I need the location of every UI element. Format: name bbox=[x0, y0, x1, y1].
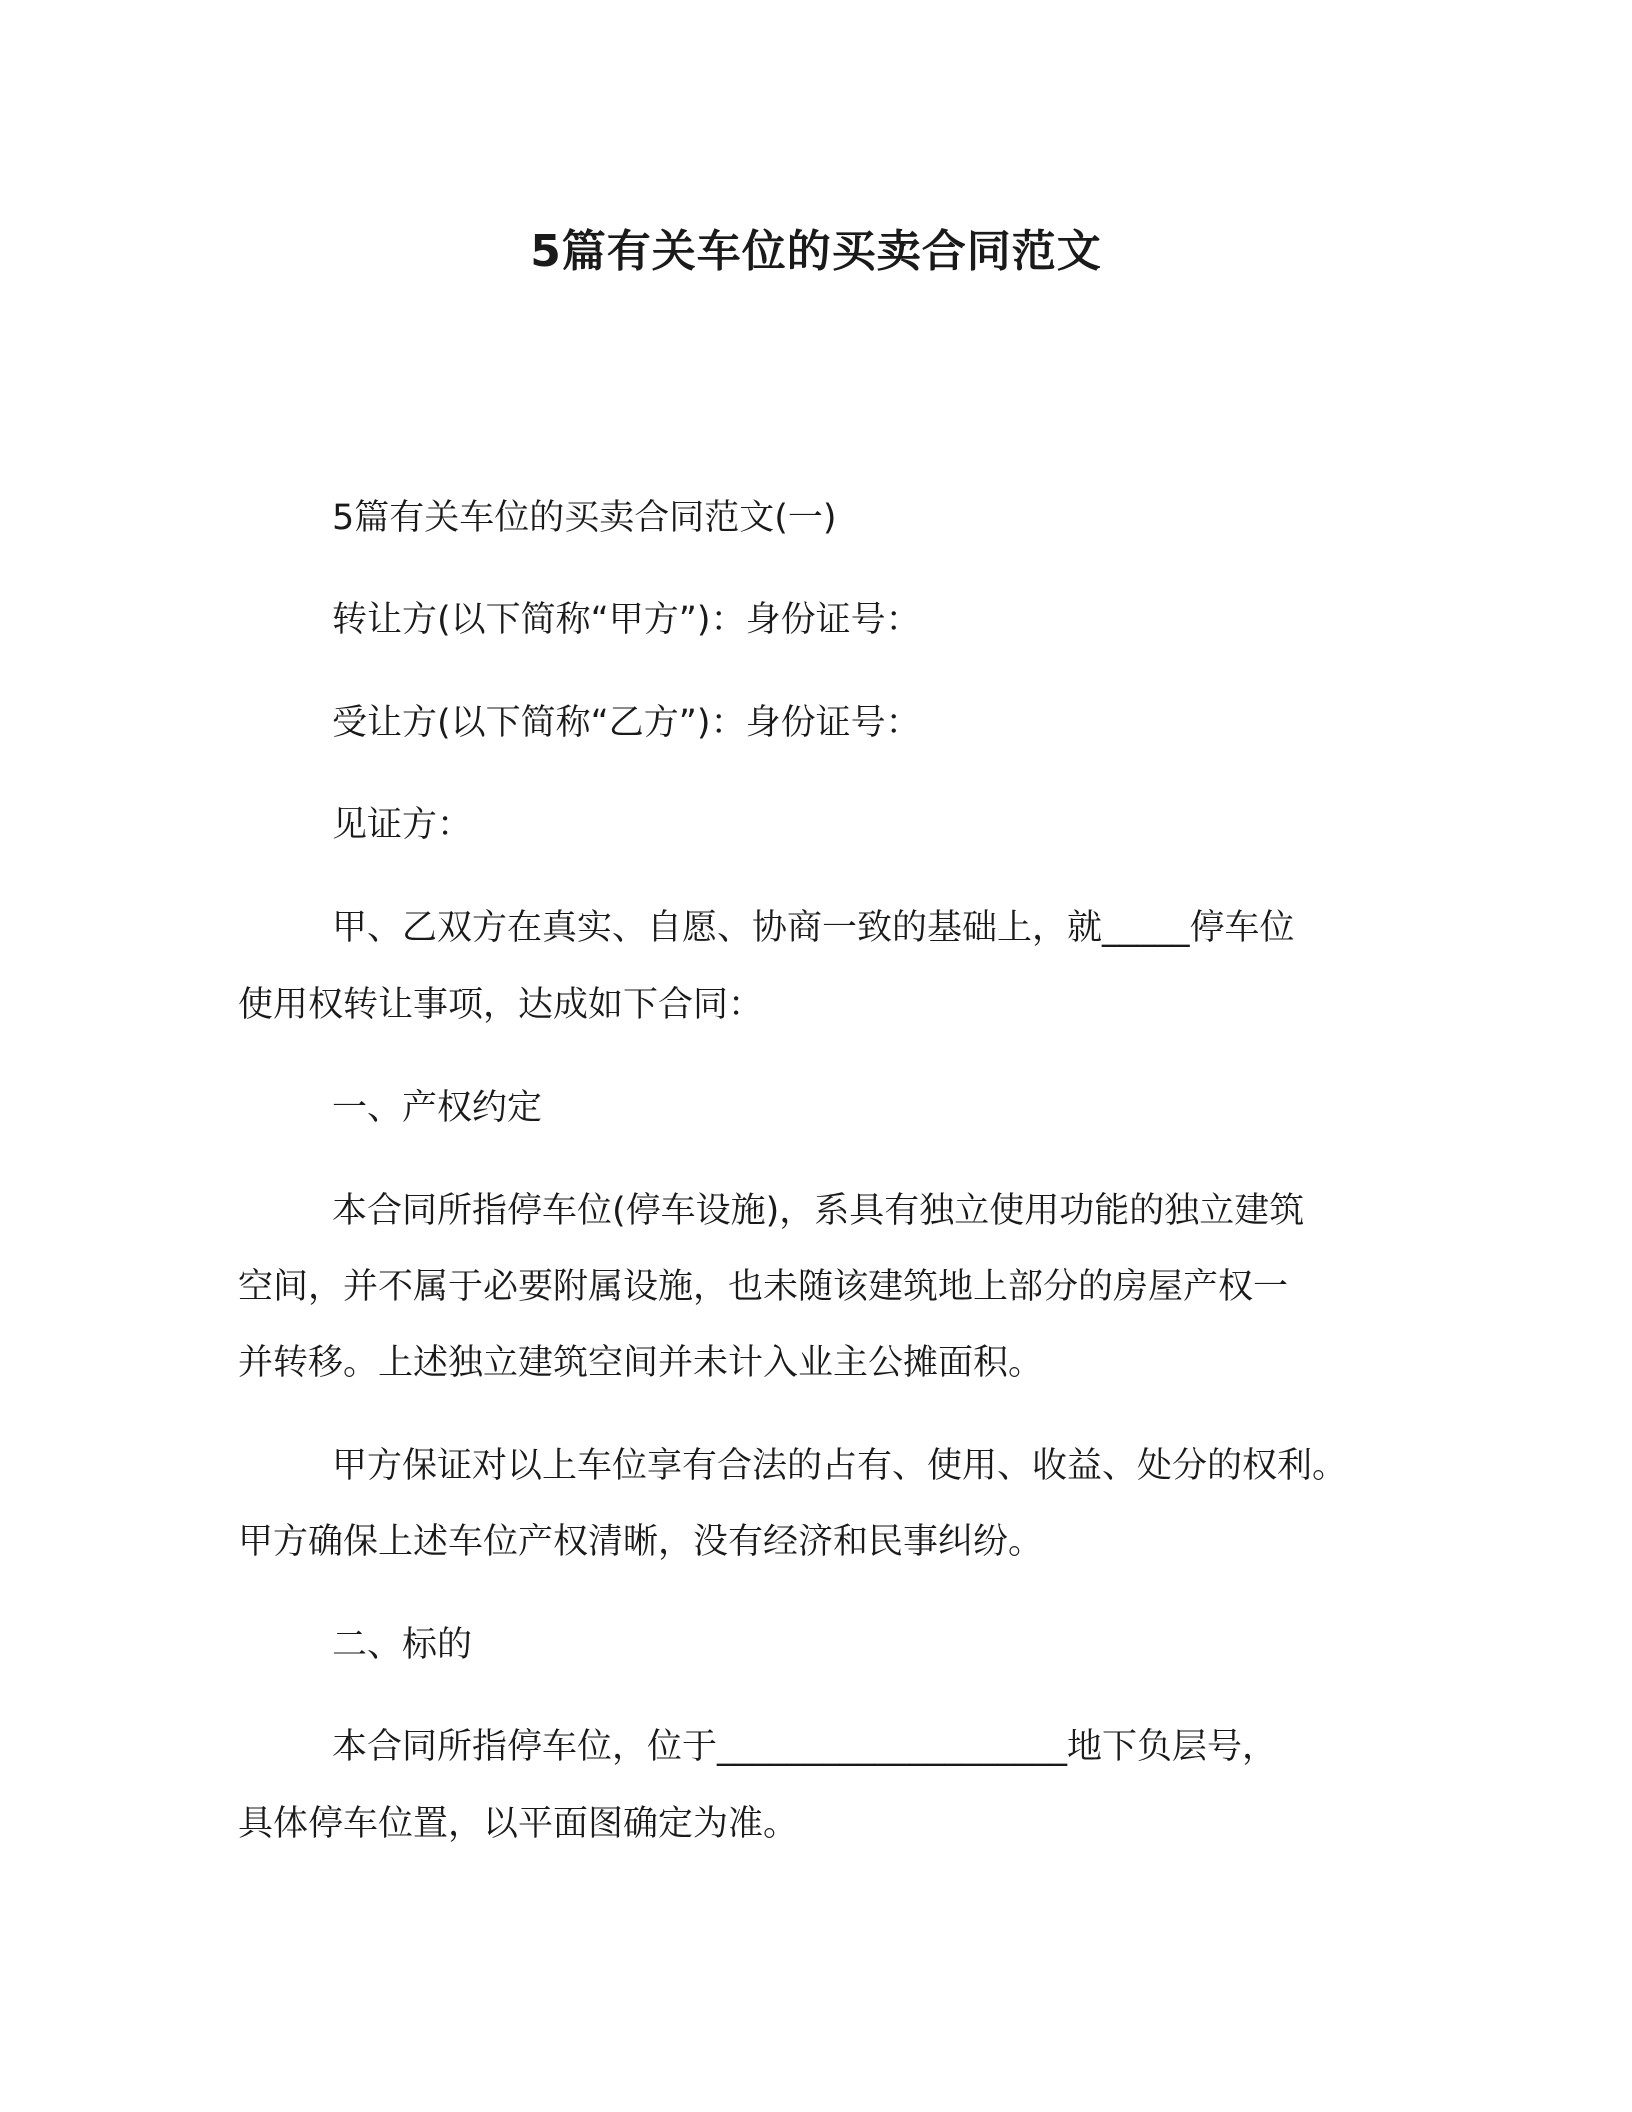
transferor-line: 转让方(以下简称“甲方”)：身份证号： bbox=[332, 600, 921, 640]
clause-one-para1-line-1: 本合同所指停车位(停车设施)，系具有独立使用功能的独立建筑 bbox=[332, 1191, 1305, 1231]
clause-one-para2-line-1: 甲方保证对以上车位享有合法的占有、使用、收益、处分的权利。 bbox=[332, 1446, 1348, 1486]
section-heading-one: 5篇有关车位的买卖合同范文(一) bbox=[332, 498, 837, 538]
clause-one-para2-line-2: 甲方确保上述车位产权清晰，没有经济和民事纠纷。 bbox=[238, 1522, 1044, 1562]
paragraph-intro-line-1: 甲、乙双方在真实、自愿、协商一致的基础上，就_____停车位 bbox=[332, 908, 1295, 948]
clause-one-heading: 一、产权约定 bbox=[332, 1088, 543, 1128]
witness-line: 见证方： bbox=[332, 805, 473, 845]
clause-two-para-line-2: 具体停车位置，以平面图确定为准。 bbox=[238, 1804, 799, 1844]
clause-two-para-line-1: 本合同所指停车位，位于____________________地下负层号， bbox=[332, 1727, 1278, 1767]
clause-two-heading: 二、标的 bbox=[332, 1625, 473, 1665]
clause-one-para1-line-2: 空间，并不属于必要附属设施，也未随该建筑地上部分的房屋产权一 bbox=[238, 1267, 1289, 1307]
transferee-line: 受让方(以下简称“乙方”)：身份证号： bbox=[332, 703, 921, 743]
clause-one-para1-line-3: 并转移。上述独立建筑空间并未计入业主公摊面积。 bbox=[238, 1343, 1044, 1383]
paragraph-intro-line-2: 使用权转让事项，达成如下合同： bbox=[238, 985, 764, 1025]
document-title: 5篇有关车位的买卖合同范文 bbox=[530, 226, 1102, 277]
